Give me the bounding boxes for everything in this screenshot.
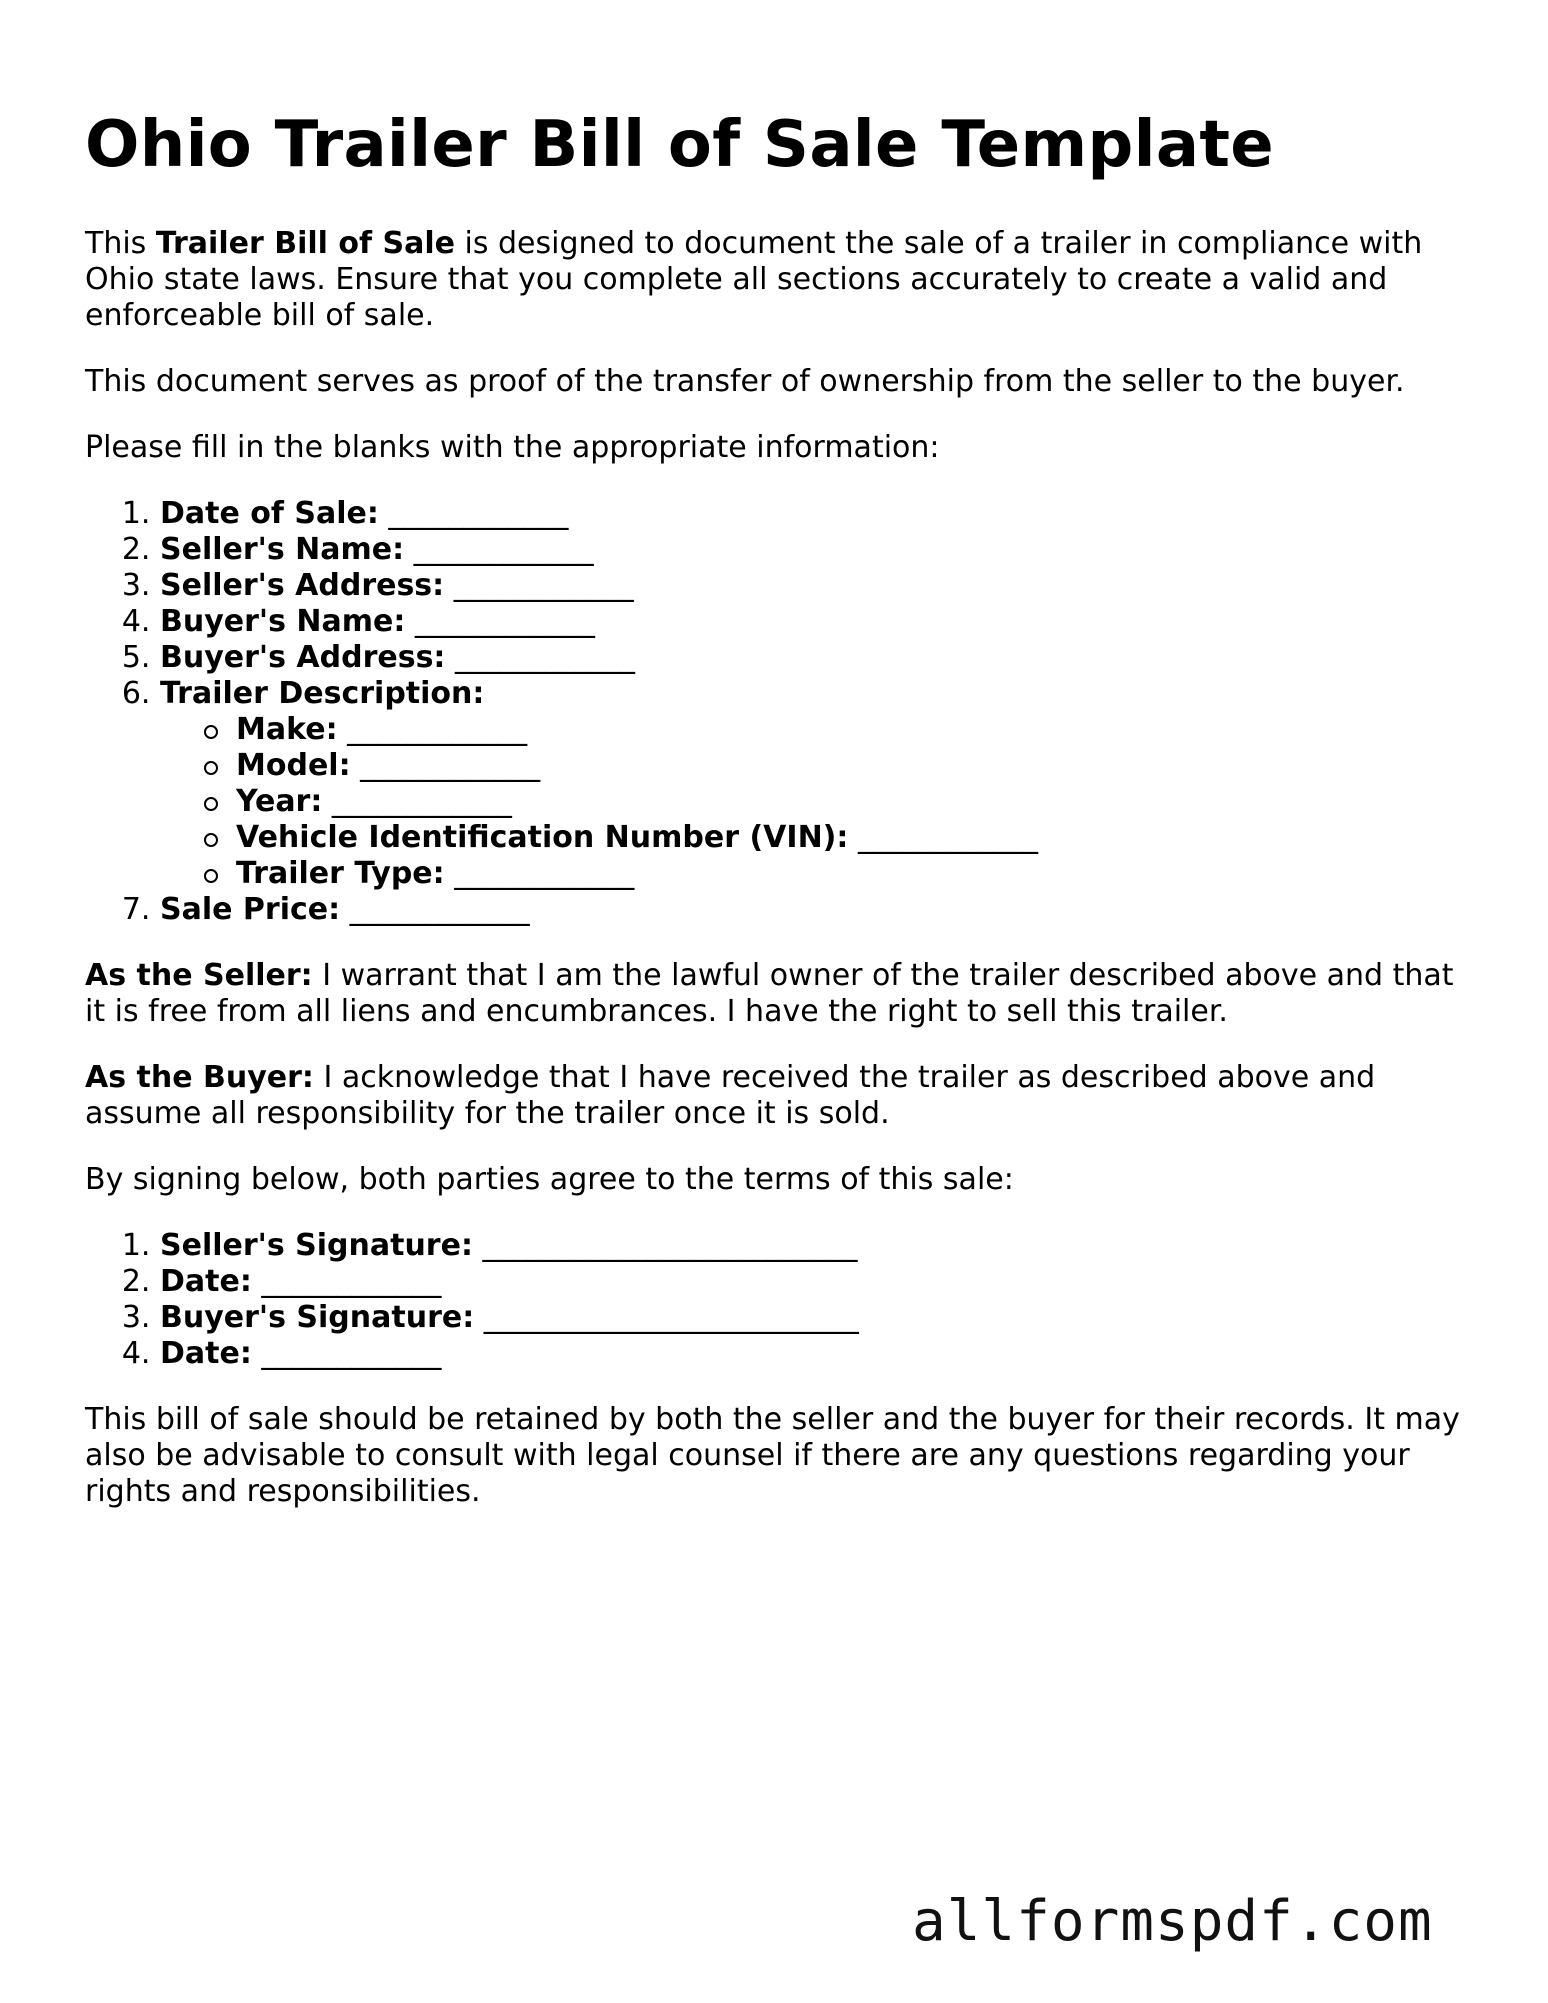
instructions-paragraph: Please fill in the blanks with the appropriate information: bbox=[85, 430, 940, 465]
proof-paragraph: This document serves as proof of the transfer of ownership from the seller to the buyer. bbox=[85, 364, 1405, 399]
blank-line[interactable]: ____________ bbox=[261, 1264, 442, 1299]
signature-label: Seller's Signature: bbox=[160, 1228, 473, 1263]
subfield-make bbox=[236, 712, 1465, 748]
blank-line[interactable]: ____________ bbox=[413, 532, 594, 567]
document-page bbox=[85, 102, 1465, 1540]
signature-seller-date bbox=[160, 1264, 1465, 1300]
signature-line[interactable]: _________________________ bbox=[483, 1300, 859, 1335]
field-label: Trailer Description: bbox=[160, 676, 485, 711]
field-seller-name bbox=[160, 532, 1465, 568]
field-label: Date of Sale: bbox=[160, 496, 379, 531]
blank-line[interactable]: ____________ bbox=[388, 496, 569, 531]
document-title: Ohio Trailer Bill of Sale Template bbox=[85, 108, 1274, 182]
seller-statement-text: I warrant that I am the lawful owner of the trailer described above and that it is free from all liens and encumbrances. I have the right to sell this trailer. bbox=[85, 958, 1454, 1029]
subfield-trailer-type bbox=[236, 856, 1465, 892]
signature-label: Date: bbox=[160, 1264, 252, 1299]
field-sale-price bbox=[160, 892, 1465, 928]
signature-label: Buyer's Signature: bbox=[160, 1300, 475, 1335]
field-buyer-address bbox=[160, 640, 1465, 676]
site-watermark: allformspdf.com bbox=[912, 1889, 1433, 1954]
field-label: Buyer's Address: bbox=[160, 640, 446, 675]
blank-line[interactable]: ____________ bbox=[857, 820, 1038, 855]
agreement-paragraph: By signing below, both parties agree to the terms of this sale: bbox=[85, 1162, 1014, 1197]
buyer-statement bbox=[85, 1060, 1465, 1132]
subfield-label: Make: bbox=[236, 712, 338, 747]
field-label: Buyer's Name: bbox=[160, 604, 406, 639]
blank-line[interactable]: ____________ bbox=[453, 568, 634, 603]
field-label: Seller's Name: bbox=[160, 532, 405, 567]
field-label: Sale Price: bbox=[160, 892, 341, 927]
field-date-of-sale bbox=[160, 496, 1465, 532]
signature-seller bbox=[160, 1228, 1465, 1264]
subfield-year bbox=[236, 784, 1465, 820]
buyer-statement-text: I acknowledge that I have received the trailer as described above and assume all responsibility for the trailer once it is sold. bbox=[85, 1060, 1376, 1131]
subfield-label: Trailer Type: bbox=[236, 856, 445, 891]
intro-prefix: This bbox=[85, 226, 156, 261]
field-seller-address bbox=[160, 568, 1465, 604]
subfield-label: Year: bbox=[236, 784, 323, 819]
signature-buyer-date bbox=[160, 1336, 1465, 1372]
trailer-subfields-list bbox=[160, 712, 1465, 892]
subfield-model bbox=[236, 748, 1465, 784]
buyer-statement-heading: As the Buyer: bbox=[85, 1060, 314, 1095]
blank-line[interactable]: ____________ bbox=[360, 748, 541, 783]
subfield-label: Vehicle Identification Number (VIN): bbox=[236, 820, 849, 855]
blank-line[interactable]: ____________ bbox=[347, 712, 528, 747]
subfield-label: Model: bbox=[236, 748, 351, 783]
intro-bold-term: Trailer Bill of Sale bbox=[155, 226, 455, 261]
seller-statement-heading: As the Seller: bbox=[85, 958, 313, 993]
signature-label: Date: bbox=[160, 1336, 252, 1371]
field-trailer-description bbox=[160, 676, 1465, 892]
blank-line[interactable]: ____________ bbox=[454, 856, 635, 891]
intro-paragraph bbox=[85, 226, 1465, 334]
signature-buyer bbox=[160, 1300, 1465, 1336]
blank-line[interactable]: ____________ bbox=[261, 1336, 442, 1371]
signatures-list bbox=[85, 1228, 1465, 1372]
intro-suffix: is designed to document the sale of a trailer in compliance with Ohio state laws. Ensure that you complete all sections accurately to create a valid and enforceable bill of sale. bbox=[85, 226, 1423, 333]
closing-paragraph: This bill of sale should be retained by both the seller and the buyer for their records. It may also be advisable to consult with legal counsel if there are any questions regarding your rights and responsibilities. bbox=[85, 1402, 1460, 1509]
sale-fields-list bbox=[85, 496, 1465, 928]
seller-statement bbox=[85, 958, 1465, 1030]
field-label: Seller's Address: bbox=[160, 568, 445, 603]
signature-line[interactable]: _________________________ bbox=[482, 1228, 858, 1263]
blank-line[interactable]: ____________ bbox=[331, 784, 512, 819]
field-buyer-name bbox=[160, 604, 1465, 640]
subfield-vin bbox=[236, 820, 1465, 856]
blank-line[interactable]: ____________ bbox=[414, 604, 595, 639]
blank-line[interactable]: ____________ bbox=[454, 640, 635, 675]
blank-line[interactable]: ____________ bbox=[349, 892, 530, 927]
